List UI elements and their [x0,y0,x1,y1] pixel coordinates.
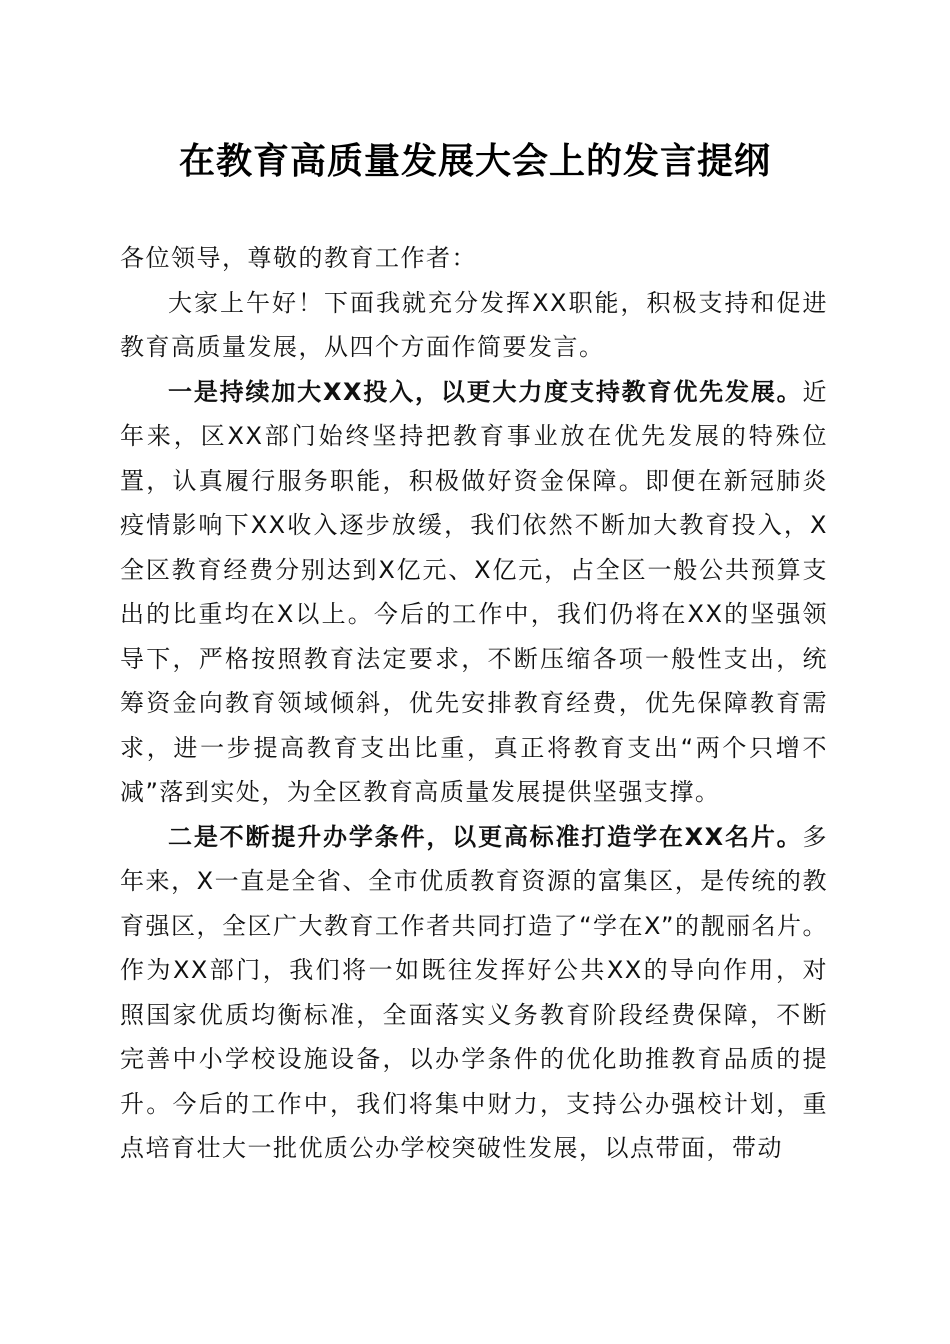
section-lead: 一是持续加大XX投入，以更大力度支持教育优先发展。 [168,377,803,406]
section-paragraph-1 [120,370,828,815]
section-body: 近年来，区XX部门始终坚持把教育事业放在优先发展的特殊位置，认真履行服务职能，积极做好资金保障。即便在新冠肺炎疫情影响下XX收入逐步放缓，我们依然不断加大教育投入，X全区教育经费分别达到X亿元、X亿元，占全区一般公共预算支出的比重均在X以上。今后的工作中，我们仍将在XX的坚强领导下，严格按照教育法定要求，不断压缩各项一般性支出，统筹资金向教育领域倾斜，优先安排教育经费，优先保障教育需求，进一步提高教育支出比重，真正将教育支出“两个只增不减”落到实处，为全区教育高质量发展提供坚强支撑。 [120,377,828,806]
section-lead: 二是不断提升办学条件，以更高标准打造学在XX名片。 [168,822,803,851]
section-body: 多年来，X一直是全省、全市优质教育资源的富集区，是传统的教育强区，全区广大教育工作者共同打造了“学在X”的靓丽名片。作为XX部门，我们将一如既往发挥好公共XX的导向作用，对照国家优质均衡标准，全面落实义务教育阶段经费保障，不断完善中小学校设施设备，以办学条件的优化助推教育品质的提升。今后的工作中，我们将集中财力，支持公办强校计划，重点培育壮大一批优质公办学校突破性发展，以点带面，带动 [120,822,828,1162]
intro-paragraph: 大家上午好！下面我就充分发挥XX职能，积极支持和促进教育高质量发展，从四个方面作简要发言。 [120,288,828,361]
greeting: 各位领导，尊敬的教育工作者： [120,244,477,272]
document-body [120,236,828,1171]
section-paragraph-2 [120,815,828,1171]
document-title: 在教育高质量发展大会上的发言提纲 [178,140,771,182]
